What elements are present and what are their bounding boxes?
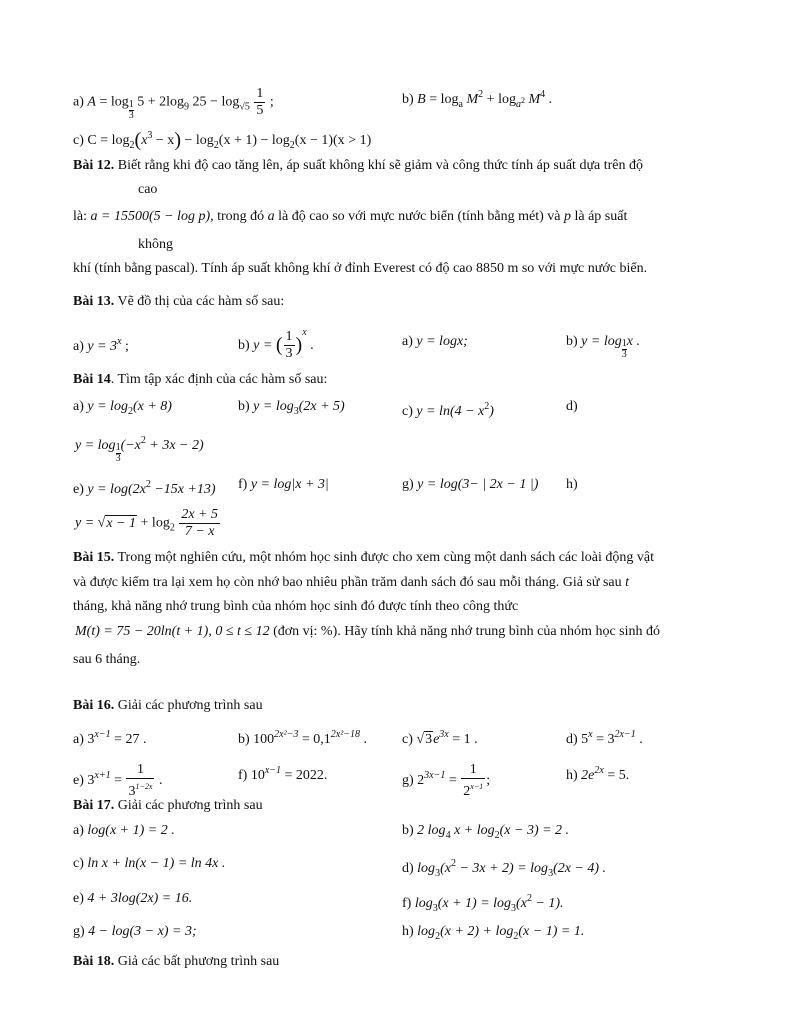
ex17-heading: Bài 17. Giải các phương trình sau bbox=[73, 798, 263, 813]
ex12-line1b: cao bbox=[138, 182, 158, 197]
ex16-item-b: b) $100^{2x^2-3} = 0,1^{2x^2-18}$ . bbox=[238, 729, 367, 747]
ex15-line2: và được kiểm tra lại xem họ còn nhớ bao nhiêu phần trăm danh sách đó sau mỗi tháng. Giả sử sau t bbox=[73, 575, 630, 590]
ex14-item-h: $y = √x - 1 + \log_2$ $\frac{2x + 5}{7 - x}$ bbox=[75, 507, 218, 539]
ex16-item-d: d) $5^x = 3^{2x-1}$ . bbox=[566, 729, 643, 747]
ex14-item-c: c) $y = \ln(4 - x^2)$ bbox=[402, 401, 494, 419]
ex12-formula: a = 15500(5 − log p) bbox=[90, 209, 211, 224]
ex12-line2b: không bbox=[138, 237, 173, 252]
ex14-item-d-label: d) bbox=[566, 399, 578, 414]
ex17-item-a: a) log(x + 1) = 2 . bbox=[73, 823, 175, 838]
ex13-item-b: b) y = ( $\frac{1}{3}$ )$^x$ . bbox=[238, 327, 314, 362]
ex18-title: Bài 18. bbox=[73, 954, 115, 969]
ex17-item-h: h) $\log_2(x + 2) + \log_2(x - 1) = 1$. bbox=[402, 924, 585, 942]
ex18-heading: Bài 18. Giả các bất phương trình sau bbox=[73, 954, 280, 969]
ex17-item-g: g) 4 − log(3 − x) = 3; bbox=[73, 924, 197, 939]
ex16-heading: Bài 16. Giải các phương trình sau bbox=[73, 698, 263, 713]
ex12-line2: là: a = 15500(5 − log p), trong đó a là độ cao so với mực nước biển (tính bằng mét) và p là áp suất bbox=[73, 209, 628, 224]
ex14-item-e: e) $y = \log(2x^2 -15x +13)$ bbox=[73, 479, 216, 497]
ex17-item-c: c) ln x + ln(x − 1) = ln 4x . bbox=[73, 856, 226, 871]
ex11-item-c: c) $C = \log_2(x^3 - x) - \log_2(x + 1) - \log_2(x - 1)(x > 1)$ bbox=[73, 129, 372, 151]
ex15-line3: tháng, khả năng nhớ trung bình của nhóm học sinh đó được tính theo công thức bbox=[73, 599, 519, 614]
ex17-item-e: e) 4 + 3log(2x) = 16. bbox=[73, 891, 193, 906]
ex13-heading: Bài 13. Vẽ đồ thị của các hàm số sau: bbox=[73, 294, 285, 309]
ex14-item-d: y = log $\frac{1}{3}$ $(-x^2 + 3x - 2)$ bbox=[75, 435, 204, 464]
ex16-title: Bài 16. bbox=[73, 698, 115, 713]
ex17-item-b: b) 2 $\log_4 x + \log_2(x - 3) = 2$ . bbox=[402, 823, 570, 841]
ex15-line5: sau 6 tháng. bbox=[73, 652, 141, 667]
ex11-item-b: b) $B = \log_a M^2 + \log_{a^2} M^4$ . bbox=[402, 89, 553, 110]
ex16-item-a: a) $3^{x-1} = 27$ . bbox=[73, 729, 147, 747]
ex15-line1: Bài 15. Trong một nghiên cứu, một nhóm học sinh được cho xem cùng một danh sách các loài động vật bbox=[73, 550, 654, 565]
ex14-heading: Bài 14. Tìm tập xác định của các hàm số sau: bbox=[73, 372, 328, 387]
ex15-formula: M(t) = 75 − 20ln(t + 1), 0 ≤ t ≤ 12 bbox=[75, 624, 270, 639]
ex17-title: Bài 17. bbox=[73, 798, 115, 813]
ex12-line1: Bài 12. Biết rằng khi độ cao tăng lên, áp suất không khí sẽ giảm và công thức tính áp suất dựa trên độ bbox=[73, 158, 644, 173]
ex12-title: Bài 12. bbox=[73, 158, 115, 173]
ex14-item-h-label: h) bbox=[566, 477, 578, 492]
ex14-item-a: a) $y = \log_2(x + 8)$ bbox=[73, 399, 172, 417]
ex16-item-g: g) $2^{3x-1}$ = $\frac{1}{2^{x-1}}$ ; bbox=[402, 762, 491, 799]
ex11-item-a: a) A = log $\frac{1}{3}$ $5 + 2\log_9$ $25 - \log_{√5}$ $\frac{1}{5}$ ; bbox=[73, 86, 274, 121]
ex13-item-a: a) $y = 3^x$ ; bbox=[73, 336, 129, 354]
ex13-item-d: b) y = log $\frac{1}{3}$ x . bbox=[566, 334, 640, 360]
ex14-title: Bài 14 bbox=[73, 372, 111, 387]
ex17-item-f: f) $\log_3(x + 1) = \log_3(x^2 - 1)$. bbox=[402, 893, 564, 914]
ex13-item-c: a) y = logx; bbox=[402, 334, 468, 349]
ex17-item-d: d) $\log_3(x^2 - 3x + 2) = \log_3(2x - 4)$ . bbox=[402, 858, 607, 879]
ex15-line4: M(t) = 75 − 20ln(t + 1), 0 ≤ t ≤ 12 (đơn vị: %). Hãy tính khả năng nhớ trung bình của nhóm học sinh đó bbox=[75, 624, 660, 639]
ex16-item-f: f) $10^{x-1} = 2022$. bbox=[238, 765, 328, 783]
ex12-line3: khí (tính bằng pascal). Tính áp suất không khí ở đỉnh Everest có độ cao 8850 m so với mực nước biển. bbox=[73, 261, 648, 276]
ex16-item-h: h) $2e^{2x} = 5$. bbox=[566, 765, 630, 783]
ex14-item-g: g) y = log(3− | 2x − 1 |) bbox=[402, 477, 539, 492]
ex15-title: Bài 15. bbox=[73, 550, 115, 565]
ex13-title: Bài 13. bbox=[73, 294, 115, 309]
ex14-item-f: f) y = log|x + 3| bbox=[238, 477, 329, 492]
ex14-item-b: b) $y = \log_3(2x + 5)$ bbox=[238, 399, 345, 417]
ex16-item-e: e) $3^{x+1}$ = $\frac{1}{3^{1-2x}}$ . bbox=[73, 762, 163, 799]
ex16-item-c: c) $√3e^{3x} = 1$ . bbox=[402, 729, 478, 747]
